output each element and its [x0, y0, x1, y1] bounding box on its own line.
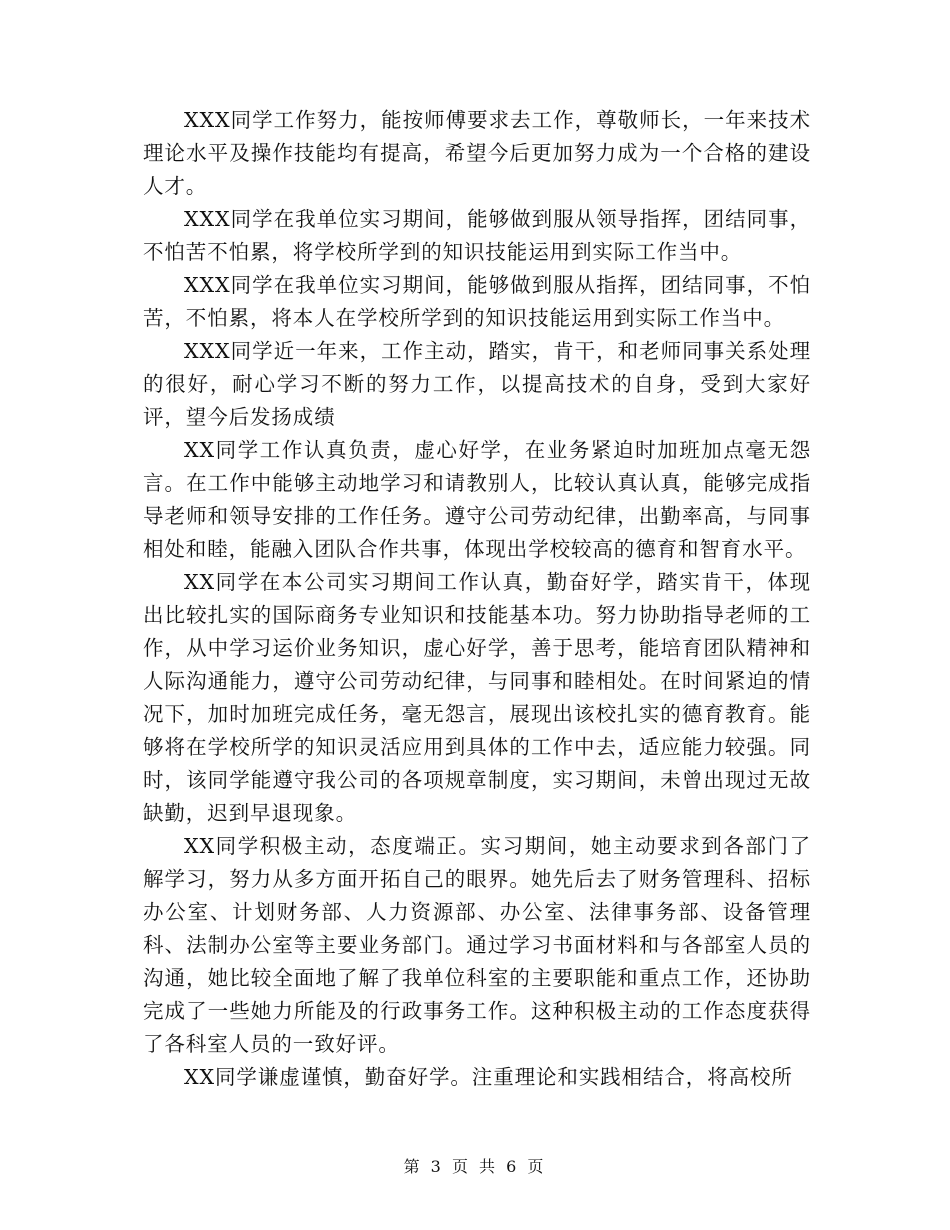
paragraph-2: XXX同学在我单位实习期间，能够做到服从领导指挥，团结同事，不怕苦不怕累，将学校所学到的知识技能运用到实际工作当中。	[143, 207, 811, 264]
paragraph-4: XXX同学近一年来，工作主动，踏实，肯干，和老师同事关系处理的很好，耐心学习不断的努力工作，以提高技术的自身，受到大家好评，望今后发扬成绩	[143, 339, 811, 429]
paragraph-6: XX同学在本公司实习期间工作认真，勤奋好学，踏实肯干，体现出比较扎实的国际商务专业知识和技能基本功。努力协助指导老师的工作，从中学习运价业务知识，虚心好学，善于思考，能培育团队精神和人际沟通能力，遵守公司劳动纪律，与同事和睦相处。在时间紧迫的情况下，加时加班完成任务，毫无怨言，展现出该校扎实的德育教育。能够将在学校所学的知识灵活应用到具体的工作中去，适应能力较强。同时，该同学能遵守我公司的各项规章制度，实习期间，未曾出现过无故缺勤，迟到早退现象。	[143, 570, 811, 825]
page-number-footer: 第 3 页 共 6 页	[403, 1157, 547, 1176]
paragraph-1: XXX同学工作努力，能按师傅要求去工作，尊敬师长，一年来技术理论水平及操作技能均有提高，希望今后更加努力成为一个合格的建设人才。	[143, 108, 811, 198]
paragraph-5: XX同学工作认真负责，虚心好学，在业务紧迫时加班加点毫无怨言。在工作中能够主动地学习和请教别人，比较认真认真，能够完成指导老师和领导安排的工作任务。遵守公司劳动纪律，出勤率高，与同事相处和睦，能融入团队合作共事，体现出学校较高的德育和智育水平。	[143, 438, 811, 561]
paragraph-3: XXX同学在我单位实习期间，能够做到服从指挥，团结同事，不怕苦，不怕累，将本人在学校所学到的知识技能运用到实际工作当中。	[143, 273, 811, 330]
paragraph-7: XX同学积极主动，态度端正。实习期间，她主动要求到各部门了解学习，努力从多方面开拓自己的眼界。她先后去了财务管理科、招标办公室、计划财务部、人力资源部、办公室、法律事务部、设备管理科、法制办公室等主要业务部门。通过学习书面材料和与各部室人员的沟通，她比较全面地了解了我单位科室的主要职能和重点工作，还协助完成了一些她力所能及的行政事务工作。这种积极主动的工作态度获得了各科室人员的一致好评。	[143, 834, 811, 1056]
document-body	[143, 104, 811, 1094]
paragraph-8: XX同学谦虚谨慎，勤奋好学。注重理论和实践相结合，将高校所	[184, 1065, 793, 1089]
